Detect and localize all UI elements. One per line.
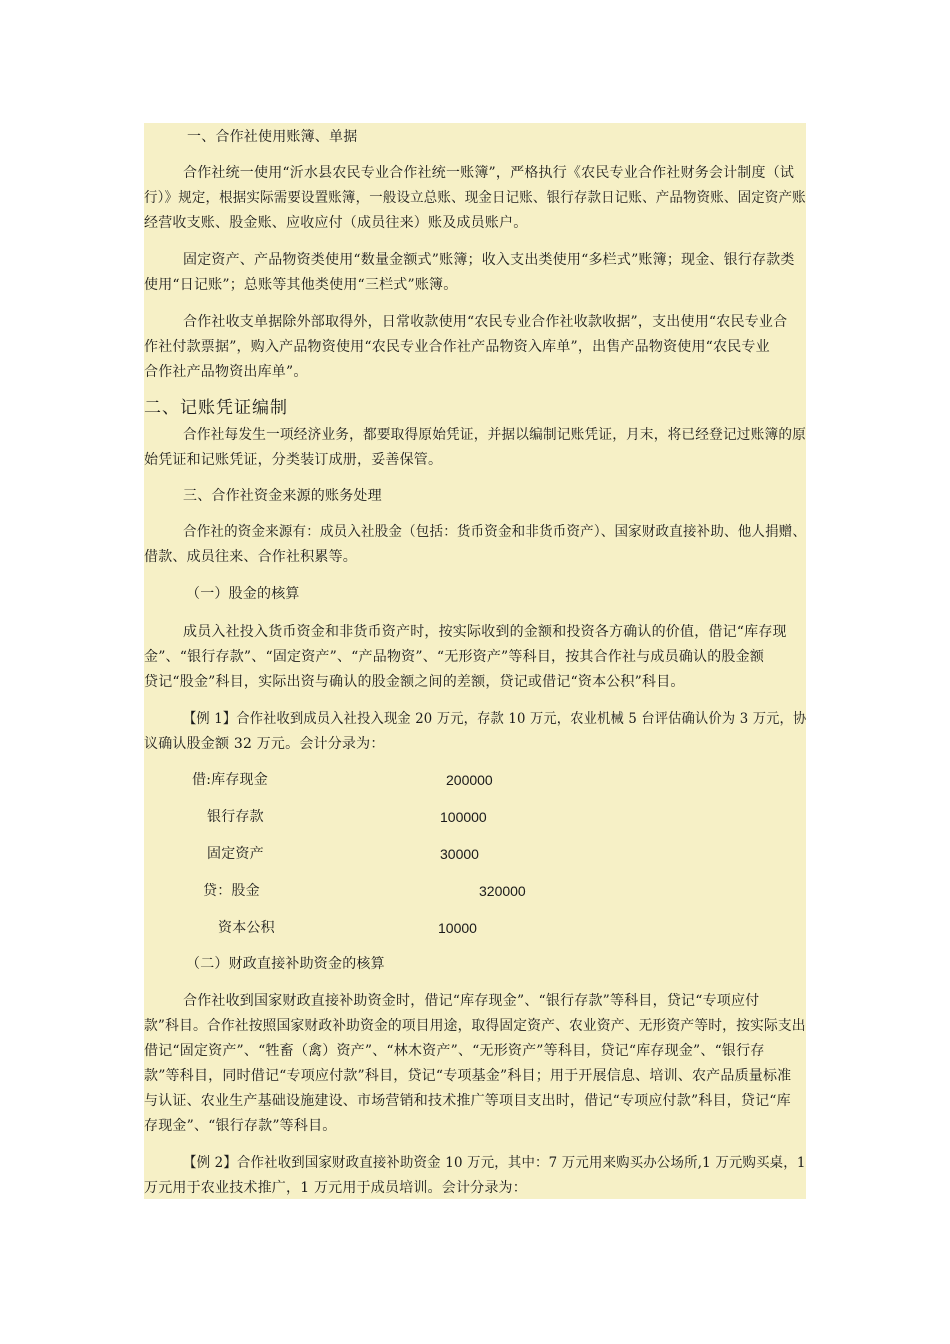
paragraph-line: 合作社产品物资出库单”。 [144,364,308,380]
subsection-heading: （二）财政直接补助资金的核算 [186,956,385,972]
paragraph-line: 使用“日记账”；总账等其他类使用“三栏式”账簿。 [144,277,458,293]
paragraph-line: 款”科目。合作社按照国家财政补助资金的项目用途，取得固定资产、农业资产、无形资产等时，按实际支出 [144,1018,806,1034]
paragraph-line: 贷记“股金”科目，实际出资与确认的股金额之间的差额，贷记或借记“资本公积”科目。 [144,674,685,690]
paragraph-line: 合作社收支单据除外部取得外，日常收款使用“农民专业合作社收款收据”，支出使用“农民专业合 [183,314,788,330]
entry-amount: 320000 [479,883,526,899]
paragraph-line: 合作社收到国家财政直接补助资金时，借记“库存现金”、“银行存款”等科目，贷记“专项应付 [183,993,760,1009]
paragraph-line: 存现金”、“银行存款”等科目。 [144,1118,337,1134]
paragraph-line: 合作社统一使用“沂水县农民专业合作社统一账簿”，严格执行《农民专业合作社财务会计制度（试 [183,165,795,181]
entry-account: 借:库存现金 [192,772,268,788]
paragraph-line: 金”、“银行存款”、“固定资产”、“产品物资”、“无形资产”等科目，按其合作社与成员确认的股金额 [144,649,765,665]
section-heading: 三、合作社资金来源的账务处理 [183,488,382,504]
paragraph-line: 与认证、农业生产基础设施建设、市场营销和技术推广等项目支出时，借记“专项应付款”科目，贷记“库 [144,1093,791,1109]
paragraph-line: 经营收支账、股金账、应收应付（成员往来）账及成员账户。 [144,215,528,231]
example-line: 【例 2】合作社收到国家财政直接补助资金 10 万元，其中：7 万元用来购买办公场所,1 万元购买桌，1 [183,1155,806,1171]
entry-amount: 10000 [438,920,477,936]
paragraph-line: 固定资产、产品物资类使用“数量金额式”账簿；收入支出类使用“多栏式”账簿；现金、银行存款类 [183,252,795,268]
example-line: 【例 1】合作社收到成员入社投入现金 20 万元，存款 10 万元，农业机械 5 台评估确认价为 3 万元，协 [183,711,807,727]
example-line: 议确认股金额 32 万元。会计分录为： [144,736,385,752]
paragraph-line: 借款、成员往来、合作社积累等。 [144,549,357,565]
paragraph-line: 作社付款票据”，购入产品物资使用“农民专业合作社产品物资入库单”，出售产品物资使用“农民专业 [144,339,770,355]
entry-amount: 200000 [446,772,493,788]
entry-account: 贷：股金 [203,883,260,899]
paragraph-line: 款”等科目，同时借记“专项应付款”科目，贷记“专项基金”科目；用于开展信息、培训、农产品质量标准 [144,1068,792,1084]
paragraph-line: 始凭证和记账凭证，分类装订成册，妥善保管。 [144,452,443,468]
section-heading: 二、记账凭证编制 [144,398,288,418]
entry-account: 银行存款 [207,809,264,825]
subsection-heading: （一）股金的核算 [186,586,300,602]
paragraph-line: 合作社的资金来源有：成员入社股金（包括：货币资金和非货币资产）、国家财政直接补助、他人捐赠、 [183,524,807,540]
section-heading: 一、合作社使用账簿、单据 [187,129,358,145]
entry-account: 固定资产 [207,846,264,862]
entry-account: 资本公积 [218,920,275,936]
paragraph-line: 成员入社投入货币资金和非货币资产时，按实际收到的金额和投资各方确认的价值，借记“库存现 [183,624,787,640]
entry-amount: 30000 [440,846,479,862]
paragraph-line: 借记“固定资产”、“牲畜（禽）资产”、“林木资产”、“无形资产”等科目，贷记“库存现金”、“银行存 [144,1043,765,1059]
example-line: 万元用于农业技术推广，1 万元用于成员培训。会计分录为： [144,1180,527,1196]
paragraph-line: 合作社每发生一项经济业务，都要取得原始凭证，并据以编制记账凭证，月末，将已经登记过账簿的原 [183,427,807,443]
entry-amount: 100000 [440,809,487,825]
paragraph-line: 行）》规定，根据实际需要设置账簿，一般设立总账、现金日记账、银行存款日记账、产品物资账、固定资产账 [144,190,806,206]
